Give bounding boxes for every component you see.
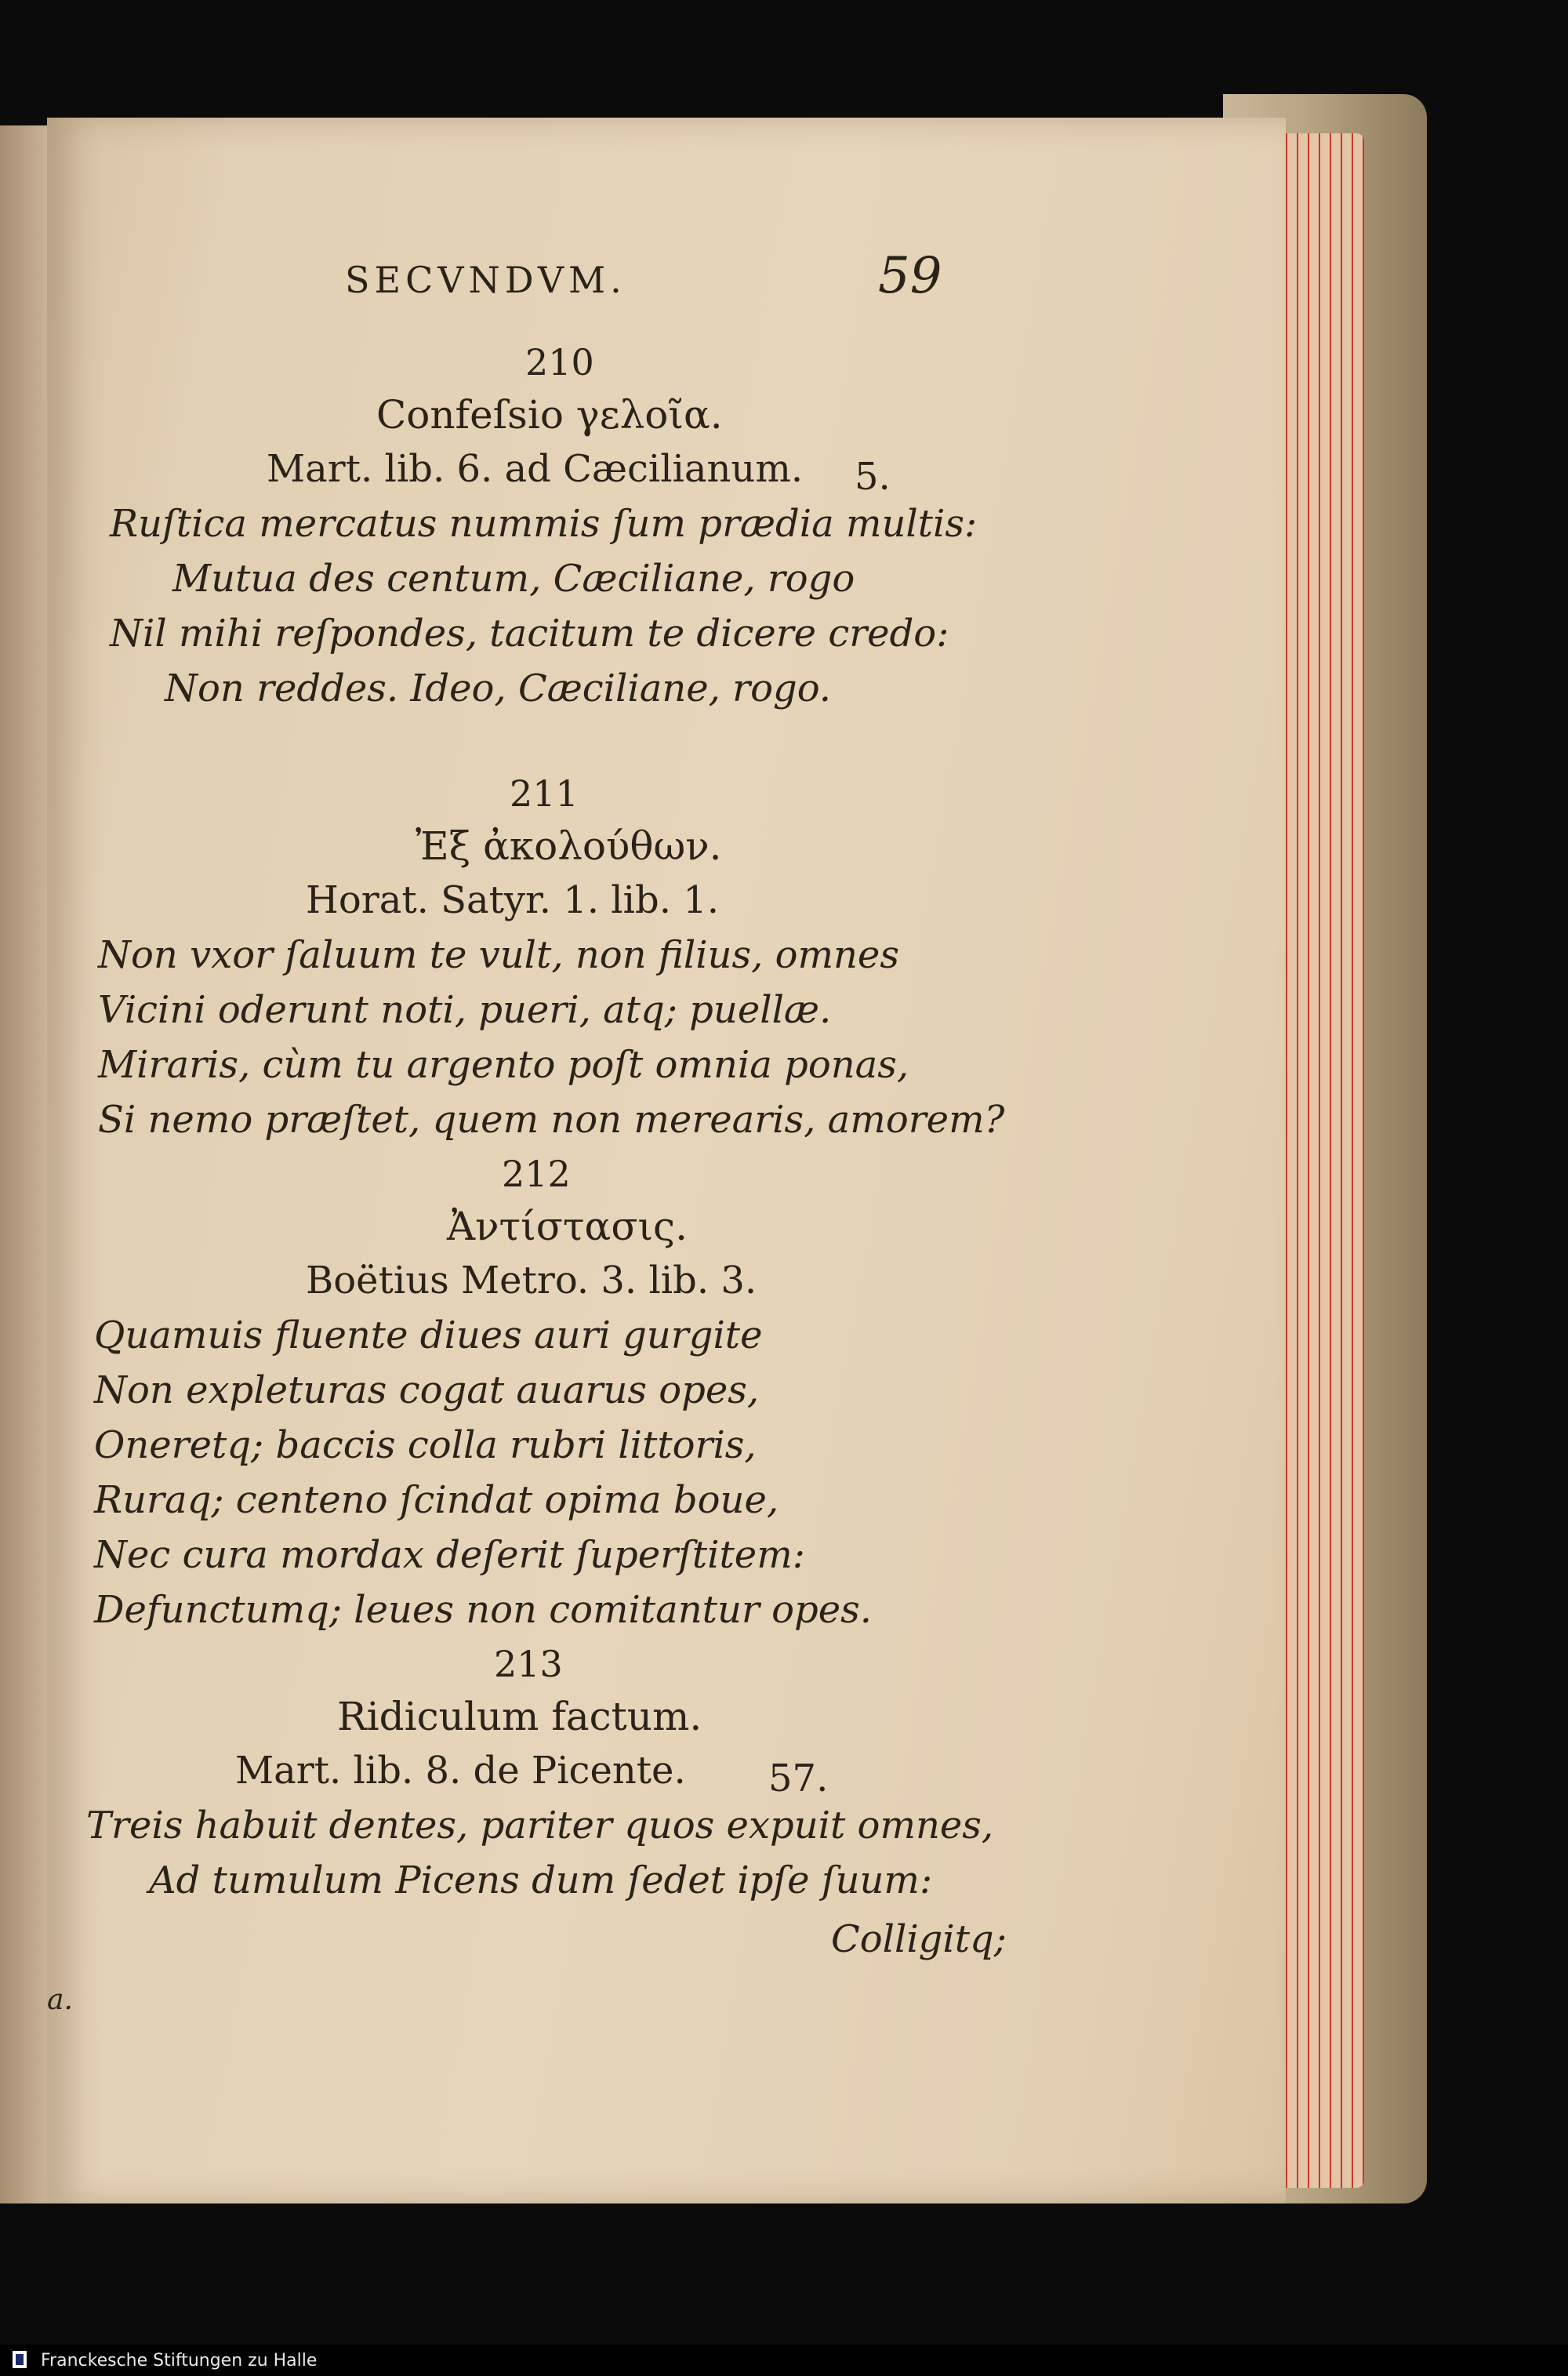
entry-source: Mart. lib. 6. ad Cæcilianum. <box>267 447 804 491</box>
running-head: SECVNDVM. <box>345 259 626 301</box>
verse-line: Non expleturas cogat auarus opes, <box>94 1368 760 1412</box>
entry-number: 213 <box>494 1643 563 1685</box>
verse-line: Ruſtica mercatus nummis ſum prædia multis: <box>110 502 978 546</box>
verse-line: Oneretq; baccis colla rubri littoris, <box>94 1423 757 1467</box>
verse-line: Nec cura mordax deſerit ſuperſtitem: <box>94 1533 805 1577</box>
entry-title: Ridiculum factum. <box>337 1694 702 1739</box>
verse-line: Quamuis fluente diues auri gurgite <box>94 1313 763 1357</box>
verse-line: Defunctumq; leues non comitantur opes. <box>94 1588 872 1632</box>
entry-number: 210 <box>525 341 594 383</box>
verse-line: Ad tumulum Picens dum ſedet ipſe ſuum: <box>149 1858 933 1902</box>
verse-line: Miraris, cùm tu argento poſt omnia ponas, <box>98 1043 909 1087</box>
entry-source-number: 5. <box>855 455 891 499</box>
folio-number: 59 <box>878 247 942 305</box>
verse-line: Mutua des centum, Cæciliane, rogo <box>172 557 855 601</box>
page-text <box>47 118 1286 2203</box>
verse-line: Si nemo præſtet, quem non merearis, amorem? <box>98 1098 1005 1142</box>
entry-title: Confeſsio γελοῖα. <box>376 392 723 438</box>
entry-source-number: 57. <box>768 1757 829 1800</box>
verse-line: Treis habuit dentes, pariter quos expuit omnes, <box>86 1804 994 1847</box>
entry-source: Boëtius Metro. 3. lib. 3. <box>306 1259 757 1302</box>
entry-title: Ἀντίστασις. <box>447 1204 688 1249</box>
entry-number: 211 <box>510 772 579 815</box>
verse-line: Ruraq; centeno ſcindat opima boue, <box>94 1478 779 1522</box>
footer-bar <box>0 2345 1568 2376</box>
gutter-fragment: a. <box>47 1984 73 2016</box>
verse-line: Vicini oderunt noti, pueri, atq; puellæ. <box>98 988 832 1032</box>
verse-line: Non reddes. Ideo, Cæciliane, rogo. <box>165 667 832 710</box>
entry-number: 212 <box>502 1153 571 1195</box>
book-page <box>47 118 1286 2203</box>
entry-source: Horat. Satyr. 1. lib. 1. <box>306 878 720 922</box>
catchword: Colligitq; <box>831 1917 1007 1961</box>
footer-credit: Franckesche Stiftungen zu Halle <box>41 2351 318 2371</box>
entry-source: Mart. lib. 8. de Picente. <box>235 1749 686 1793</box>
verse-line: Non vxor ſaluum te vult, non filius, omnes <box>98 933 899 977</box>
verse-line: Nil mihi reſpondes, tacitum te dicere credo: <box>110 612 949 656</box>
institution-logo-icon <box>8 2348 31 2371</box>
entry-title: Ἐξ ἀκολούθων. <box>416 823 722 869</box>
